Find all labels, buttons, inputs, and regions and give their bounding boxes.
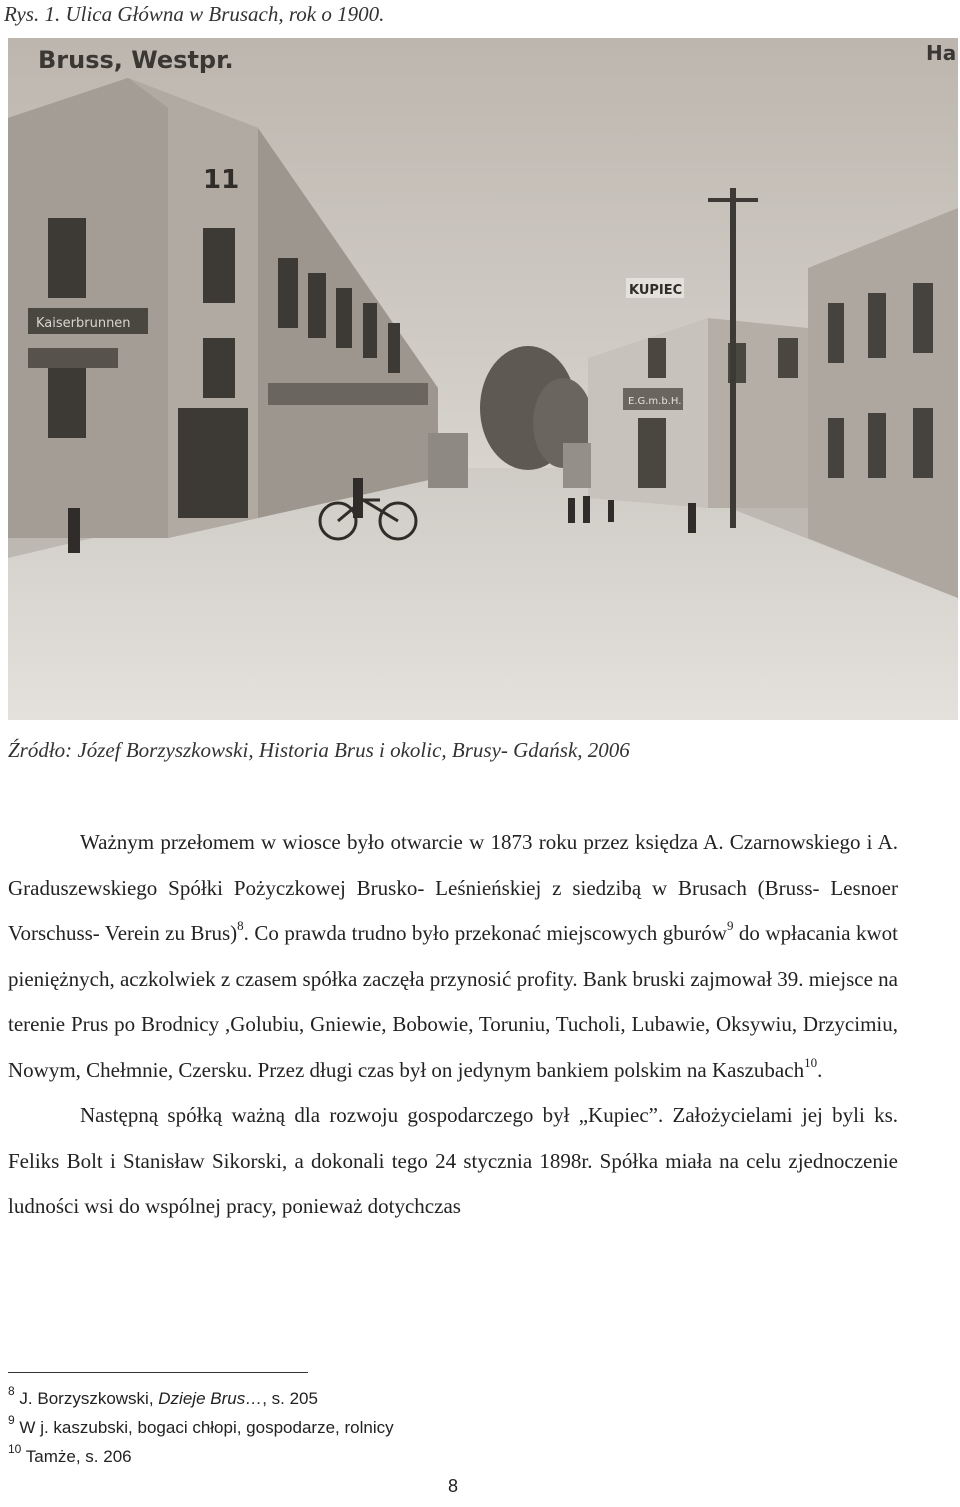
kupiec-sub-sign: E.G.m.b.H. xyxy=(628,396,682,407)
paragraph-1 xyxy=(8,820,898,1093)
footnote-8 xyxy=(8,1384,394,1413)
footnote-text: W j. kaszubski, bogaci chłopi, gospodarze, rolnicy xyxy=(19,1418,394,1437)
body-text xyxy=(8,820,898,1230)
footnote-10 xyxy=(8,1442,394,1471)
footnote-text: Tamże, s. 206 xyxy=(25,1447,132,1466)
figure-source: Źródło: Józef Borzyszkowski, Historia Brus i okolic, Brusy- Gdańsk, 2006 xyxy=(8,738,630,762)
footnote-number: 10 xyxy=(8,1442,22,1457)
footnote-text: J. Borzyszkowski, xyxy=(19,1389,159,1408)
footnotes xyxy=(8,1384,394,1471)
building-number: 11 xyxy=(203,165,240,195)
shop-sign-left: Kaiserbrunnen xyxy=(36,316,131,331)
footnote-ref-9[interactable]: 9 xyxy=(726,918,734,933)
footnote-separator xyxy=(8,1372,308,1373)
paragraph-1-text-c: do wpłacania kwot pieniężnych, aczkolwiek z czasem spółka zaczęła przynosić profity. Bank bruski zajmował 39. miejsce na terenie Prus po Brodnicy ,Golubiu, Gniewie, Bobowie, Toruniu, Tucholi, Lubawie, Oksywiu, Drzycimiu, Nowym, Chełmnie, Czersku. Przez długi czas był on jedynym bankiem polskim na Kaszubach xyxy=(8,921,899,1082)
paragraph-1-text-a: Ważnym przełomem w wiosce było otwarcie w 1873 roku przez księdza A. Czarnowskiego i A. Graduszewskiego Spółki Pożyczkowej Brusko- Leśnieńskiej z siedzibą w Brusach (Bruss- Lesnoer Vorschuss- Verein zu Brus) xyxy=(8,830,898,945)
figure-caption: Rys. 1. Ulica Główna w Brusach, rok o 1900. xyxy=(4,2,385,26)
footnote-text-end: , s. 205 xyxy=(262,1389,318,1408)
paragraph-1-text-d: . xyxy=(817,1057,823,1082)
paragraph-2: Następną spółką ważną dla rozwoju gospodarczego był „Kupiec”. Założycielami jej byli ks. Feliks Bolt i Stanisław Sikorski, a dokonali tego 24 stycznia 1898r. Spółka miała na celu zjednoczenie ludności wsi do wspólnej pracy, ponieważ dotychczas xyxy=(8,1103,898,1218)
footnote-italic-title: Dzieje Brus… xyxy=(158,1389,263,1408)
page-number: 8 xyxy=(448,1476,459,1496)
kupiec-sign: KUPIEC xyxy=(629,283,683,298)
footnote-ref-8[interactable]: 8 xyxy=(237,918,244,933)
historic-street-photo xyxy=(8,38,958,720)
footnote-number: 9 xyxy=(8,1413,15,1428)
footnote-number: 8 xyxy=(8,1384,15,1399)
postcard-corner-text: Ha xyxy=(926,41,957,65)
postcard-title: Bruss, Westpr. xyxy=(38,46,234,74)
footnote-9 xyxy=(8,1413,394,1442)
paragraph-1-text-b: . Co prawda trudno było przekonać miejscowych gburów xyxy=(243,921,727,945)
footnote-ref-10[interactable]: 10 xyxy=(804,1054,818,1070)
